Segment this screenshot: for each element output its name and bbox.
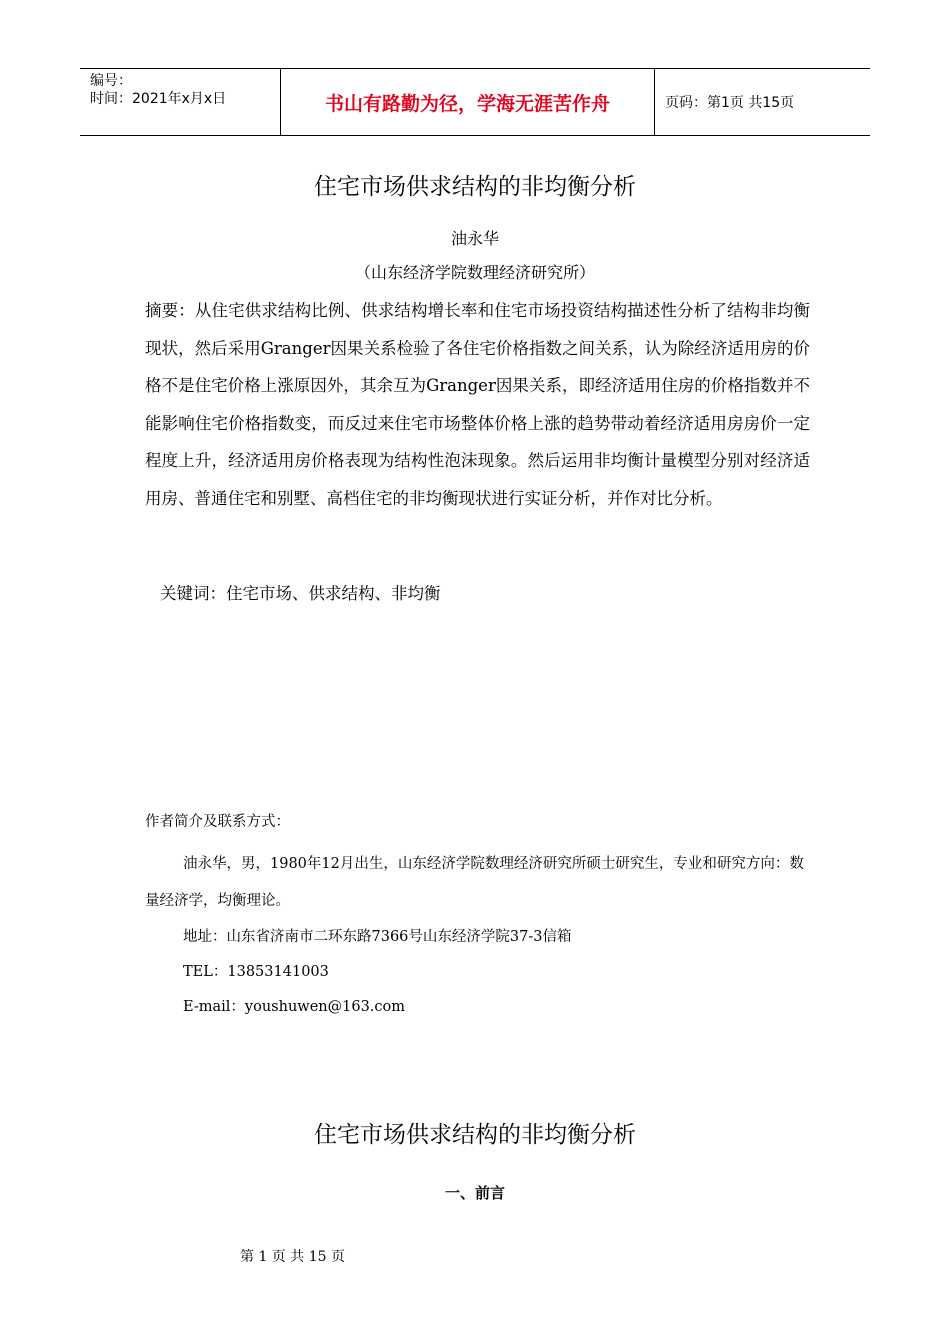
keywords-line: 关键词：住宅市场、供求结构、非均衡 [160, 584, 441, 603]
header-page-info: 页码：第1页 共15页 [665, 95, 795, 111]
header-meta-cell [80, 69, 281, 135]
header-time-label: 时间：2021年x月x日 [90, 91, 227, 107]
author-info-block [145, 812, 810, 1025]
author-tel: TEL：13853141003 [183, 964, 329, 980]
header-motto: 书山有路勤为径，学海无涯苦作舟 [281, 69, 655, 135]
page-header [80, 68, 870, 136]
body-title: 住宅市场供求结构的非均衡分析 [314, 1122, 636, 1148]
section-heading-intro: 一、前言 [444, 1184, 505, 1202]
author-email: E-mail：youshuwen@163.com [183, 999, 406, 1015]
paper-author: 油永华 [450, 229, 499, 248]
abstract-paragraph: 摘要：从住宅供求结构比例、供求结构增长率和住宅市场投资结构描述性分析了结构非均衡现状，然后采用Granger因果关系检验了各住宅价格指数之间关系，认为除经济适用房的价格不是住宅价格上涨原因外，其余互为Granger因果关系，即经济适用住房的价格指数并不能影响住宅价格指数变，而反过来住宅市场整体价格上涨的趋势带动着经济适用房房价一定程度上升，经济适用房价格表现为结构性泡沫现象。然后运用非均衡计量模型分别对经济适用房、普通住宅和别墅、高档住宅的非均衡现状进行实证分析，并作对比分析。 [145, 301, 810, 508]
author-info-heading: 作者简介及联系方式： [145, 814, 290, 830]
author-address: 地址：山东省济南市二环东路7366号山东经济学院37-3信箱 [183, 929, 572, 945]
author-bio: 油永华，男，1980年12月出生，山东经济学院数理经济研究所硕士研究生，专业和研究方向：数量经济学，均衡理论。 [145, 856, 804, 909]
paper-title: 住宅市场供求结构的非均衡分析 [314, 174, 636, 200]
page-footer: 第 1 页 共 15 页 [240, 1249, 345, 1265]
header-number-label: 编号： [90, 73, 132, 89]
paper-affiliation: （山东经济学院数理经济研究所） [354, 263, 595, 282]
